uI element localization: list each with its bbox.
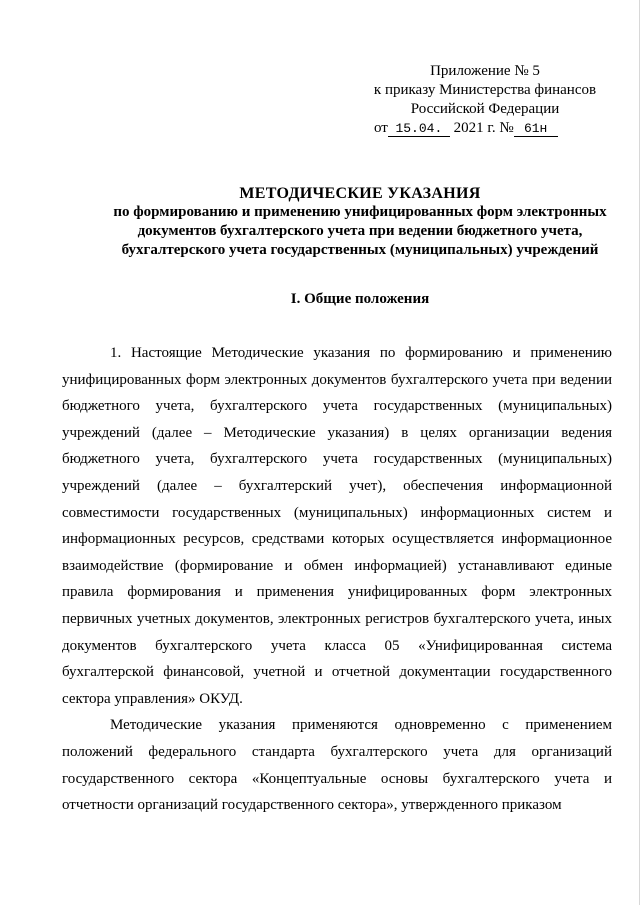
title-line-1: по формированию и применению унифицированных форм электронных bbox=[113, 204, 607, 220]
paragraph-1: 1. Настоящие Методические указания по формированию и применению унифицированных форм электронных документов бухгалтерского учета при ведении бюджетного учета, бухгалтерского учета государственных (муниципальных) учреждений (далее – Методические указания) в целях организации ведения бюджетного учета, бухгалтерского учета государственных (муниципальных) учреждений (далее – бухгалтерский учет), обеспечения информационной совместимости государственных (муниципальных) информационных систем и информационных ресурсов, средствами которых осуществляется информационное взаимодействие (формирование и обмен информацией) устанавливают единые правила формирования и применения унифицированных форм электронных первичных учетных документов, электронных регистров бухгалтерского учета, иных документов бухгалтерского учета класса 05 «Унифицированная система бухгалтерской финансовой, учетной и отчетной документации государственного сектора управления» ОКУД. bbox=[62, 345, 612, 707]
order-number-field: 61н bbox=[514, 121, 558, 137]
annex-header bbox=[360, 62, 610, 138]
date-prefix: от bbox=[374, 120, 388, 136]
paragraph-2: Методические указания применяются одновременно с применением положений федерального стандарта бухгалтерского учета для организаций государственного сектора «Концептуальные основы бухгалтерского учета и отчетности организаций государственного сектора», утвержденного приказом bbox=[62, 717, 612, 814]
annex-number-line: Приложение № 5 bbox=[430, 63, 540, 79]
title-line-2: документов бухгалтерского учета при ведении бюджетного учета, bbox=[137, 223, 583, 239]
order-reference-line: к приказу Министерства финансов bbox=[373, 82, 597, 98]
order-date-line bbox=[360, 119, 610, 138]
main-title: МЕТОДИЧЕСКИЕ УКАЗАНИЯ bbox=[239, 185, 481, 202]
title-line-3: бухгалтерского учета государственных (муниципальных) учреждений bbox=[121, 242, 599, 258]
year-text: 2021 г. № bbox=[453, 120, 514, 136]
body-text bbox=[62, 340, 612, 819]
order-date-field: 15.04. bbox=[388, 121, 450, 137]
country-line: Российской Федерации bbox=[410, 101, 560, 117]
document-title bbox=[70, 184, 640, 260]
section-heading: I. Общие положения bbox=[290, 291, 430, 307]
